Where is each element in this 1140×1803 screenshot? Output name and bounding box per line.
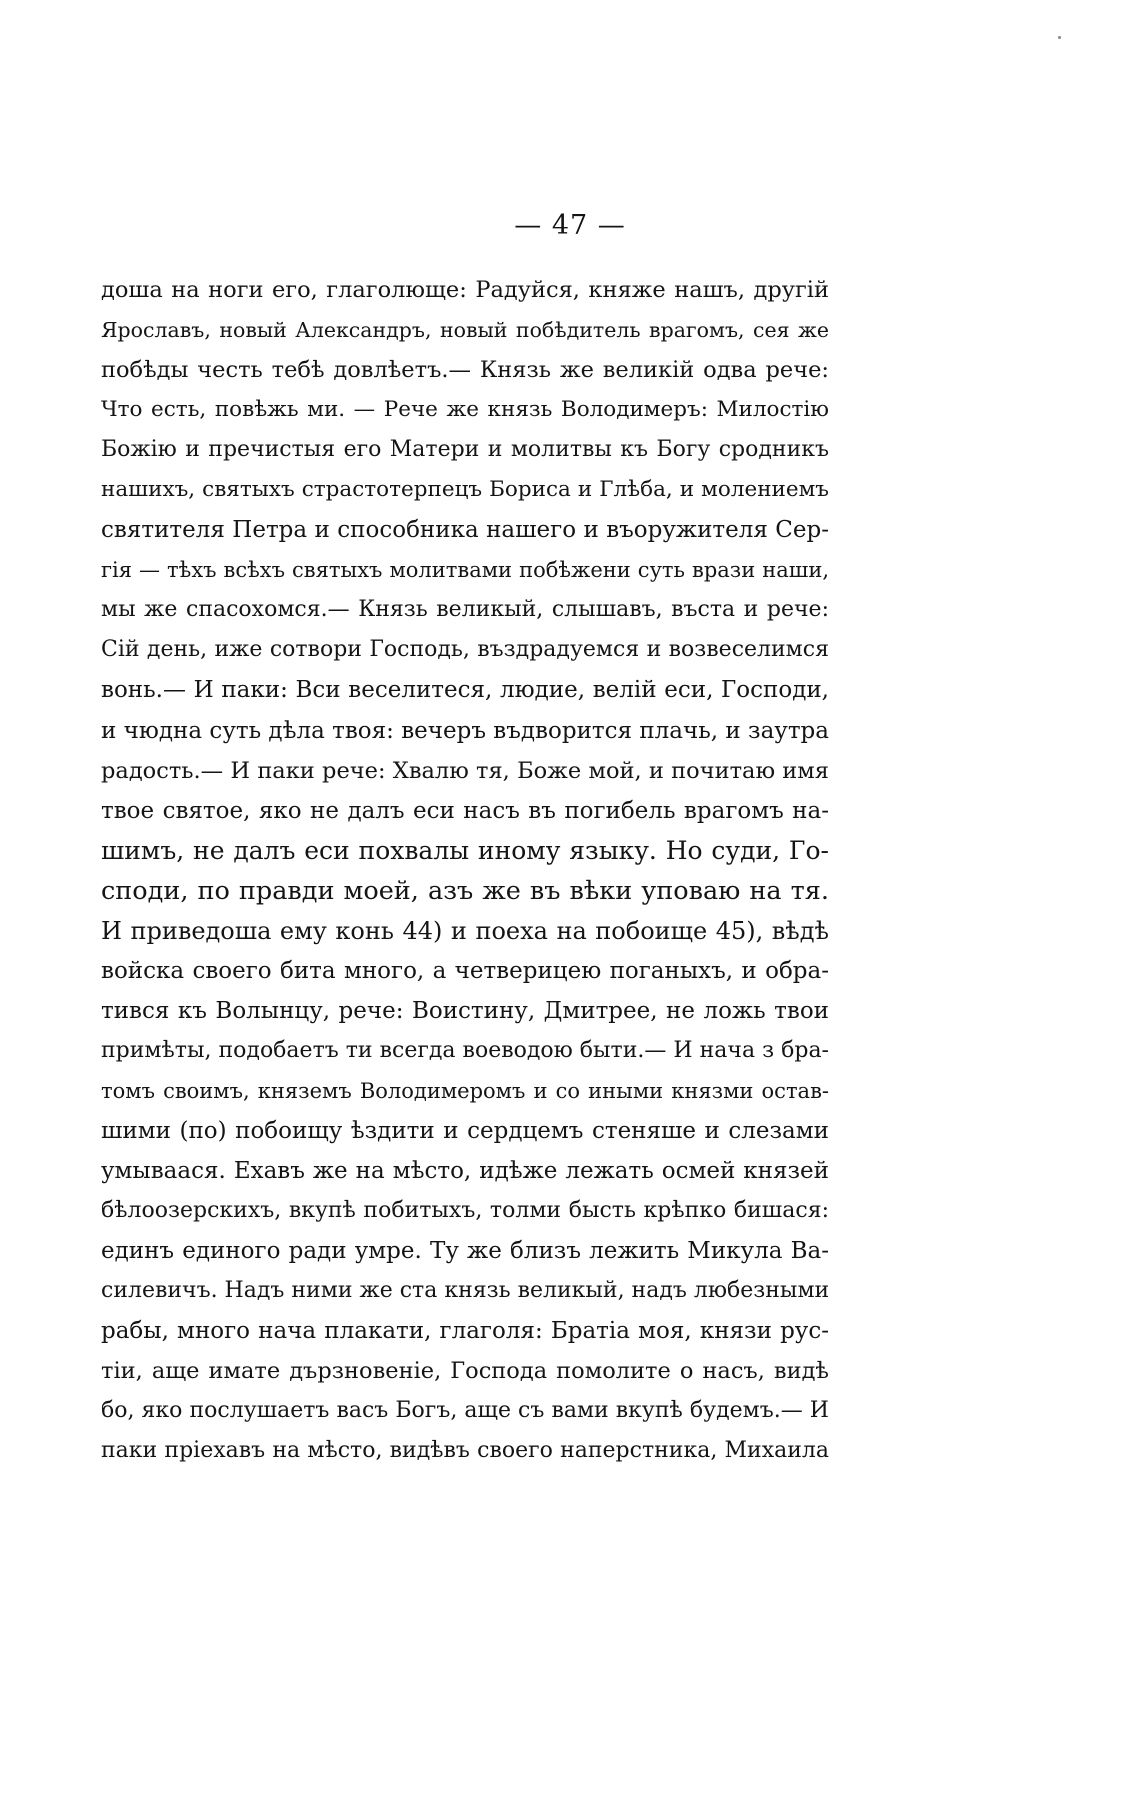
text-line: единъ единого ради умре. Ту же близъ лежить Микула Ва- bbox=[101, 1238, 829, 1265]
text-line: томъ своимъ, княземъ Володимеромъ и со иными князми остав- bbox=[101, 1078, 829, 1103]
text-line: умываася. Ехавъ же на мѣсто, идѣже лежать осмей князей bbox=[101, 1158, 829, 1185]
text-line: шими (по) побоищу ѣздити и сердцемъ стеняше и слезами bbox=[101, 1117, 829, 1144]
text-line: и чюдна суть дѣла твоя: вечеръ въдворится плачь, и заутра bbox=[101, 717, 829, 744]
text-line: тіи, аще имате дързновеніе, Господа помолите о насъ, видѣ bbox=[101, 1358, 829, 1385]
text-line: нашихъ, святыхъ страстотерпецъ Бориса и Глѣба, и молениемъ bbox=[101, 477, 829, 503]
text-line: Сій день, иже сотвори Господь, въздрадуемся и возвеселимся bbox=[101, 637, 829, 663]
text-line: паки пріехавъ на мѣсто, видѣвъ своего наперстника, Михаила bbox=[101, 1438, 829, 1464]
text-line: тився къ Волынцу, рече: Воистину, Дмитрее, не ложь твои bbox=[101, 997, 829, 1024]
body-text bbox=[101, 270, 829, 1471]
page-number: — 47 — bbox=[514, 210, 626, 241]
text-line: твое святое, яко не далъ еси насъ въ погибель врагомъ на- bbox=[101, 797, 829, 824]
text-line: побѣды честь тебѣ довлѣетъ.— Князь же великій одва рече: bbox=[101, 357, 829, 384]
text-line: И приведоша ему конь 44) и поеха на побоище 45), вѣдѣ bbox=[101, 916, 829, 945]
text-line: Божію и пречистыя его Матери и молитвы къ Богу сродникъ bbox=[101, 437, 829, 463]
paper-speck bbox=[1058, 36, 1061, 39]
text-line: Что есть, повѣжь ми. — Рече же князь Володимеръ: Милостію bbox=[101, 397, 829, 423]
text-line: гія — тѣхъ всѣхъ святыхъ молитвами побѣжени суть врази наши, bbox=[101, 558, 829, 583]
text-line: бо, яко послушаетъ васъ Богъ, аще съ вами вкупѣ будемъ.— И bbox=[101, 1398, 829, 1424]
text-line: радость.— И паки рече: Хвалю тя, Боже мой, и почитаю имя bbox=[101, 757, 829, 784]
text-line: бѣлоозерскихъ, вкупѣ побитыхъ, толми бысть крѣпко бишася: bbox=[101, 1198, 829, 1224]
text-line: споди, по правди моей, азъ же въ вѣки уповаю на тя. bbox=[101, 875, 829, 906]
text-line: примѣты, подобаетъ ти всегда воеводою быти.— И нача з бра- bbox=[101, 1037, 829, 1063]
text-line: рабы, много нача плакати, глаголя: Братіа моя, князи рус- bbox=[101, 1318, 829, 1345]
text-line: войска своего бита много, а четверицею поганыхъ, и обра- bbox=[101, 957, 829, 984]
text-line: шимъ, не далъ еси похвалы иному языку. Но суди, Го- bbox=[101, 835, 829, 865]
text-line: Ярославъ, новый Александръ, новый побѣдитель врагомъ, сея же bbox=[101, 318, 829, 343]
text-line: святителя Петра и способника нашего и въоружителя Сер- bbox=[101, 517, 829, 544]
text-line: силевичъ. Надъ ними же ста князь великый, надъ любезными bbox=[101, 1278, 830, 1304]
text-line: вонь.— И паки: Вси веселитеся, людие, велій еси, Господи, bbox=[101, 677, 829, 704]
text-line: мы же спасохомся.— Князь великый, слышавъ, въста и рече: bbox=[101, 597, 829, 623]
text-line: доша на ноги его, глаголюще: Радуйся, княже нашъ, другій bbox=[101, 277, 829, 303]
